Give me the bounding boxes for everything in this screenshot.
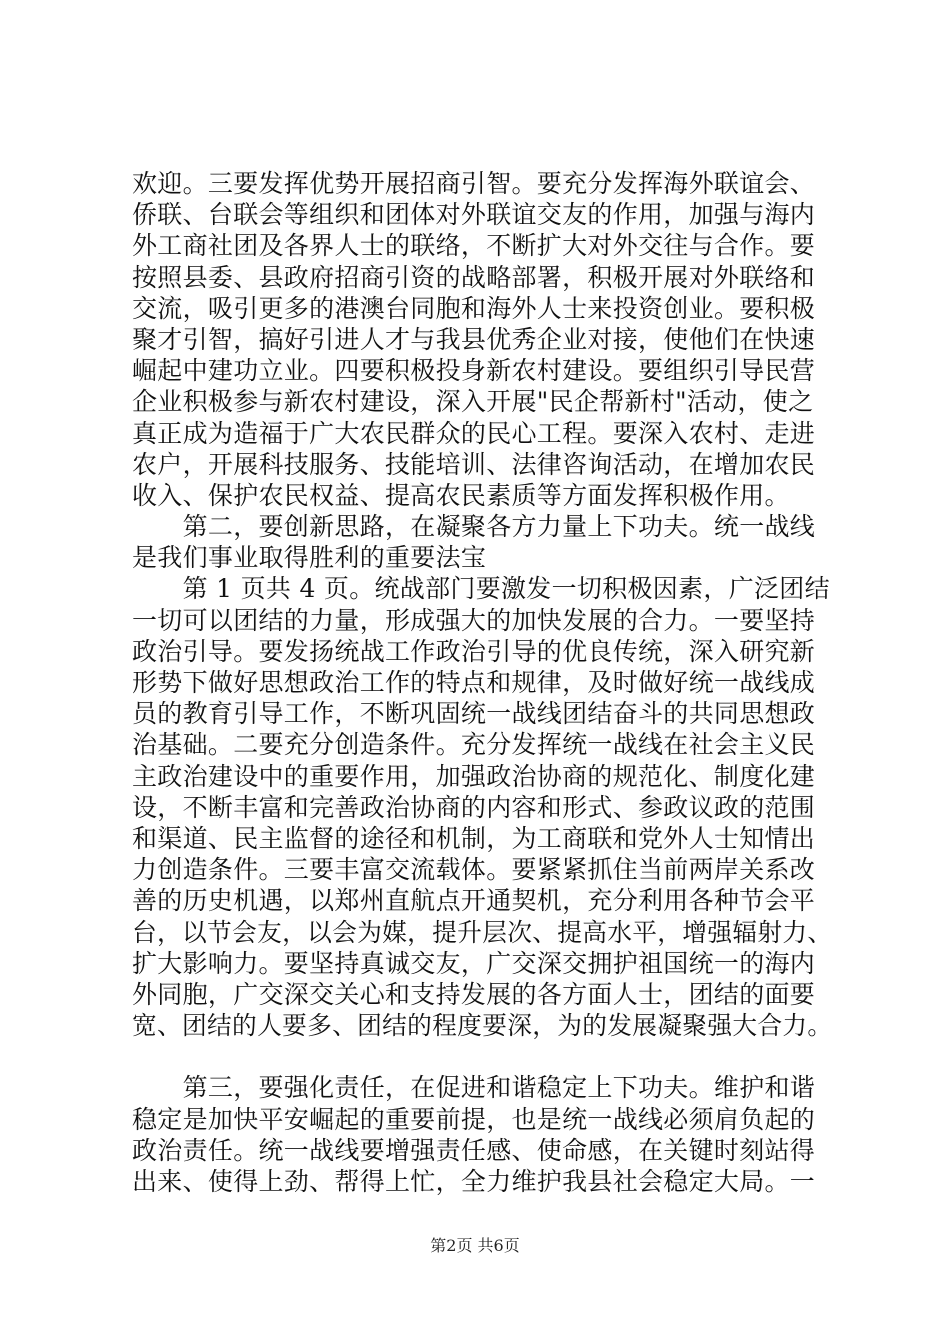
text-line: 真正成为造福于广大农民群众的民心工程。要深入农村、走进 (132, 418, 816, 448)
text-line: 扩大影响力。要坚持真诚交友，广交深交拥护祖国统一的海内 (132, 948, 816, 978)
text-line: 政治引导。要发扬统战工作政治引导的优良传统，深入研究新 (132, 636, 816, 666)
text-line: 和渠道、民主监督的途径和机制，为工商联和党外人士知情出 (132, 823, 816, 853)
text-line: 政治责任。统一战线要增强责任感、使命感，在关键时刻站得 (132, 1135, 816, 1165)
text-line: 善的历史机遇，以郑州直航点开通契机，充分利用各种节会平 (132, 886, 816, 916)
text-line: 是我们事业取得胜利的重要法宝 (132, 543, 487, 573)
text-line: 企业积极参与新农村建设，深入开展"民企帮新村"活动，使之 (132, 387, 814, 417)
text-line: 稳定是加快平安崛起的重要前提，也是统一战线必须肩负起的 (132, 1104, 816, 1134)
text-line: 主政治建设中的重要作用，加强政治协商的规范化、制度化建 (132, 761, 816, 791)
page-footer: 第2页 共6页 (430, 1236, 520, 1255)
text-line: 收入、保护农民权益、提高农民素质等方面发挥积极作用。 (132, 480, 790, 510)
text-line: 外工商社团及各界人士的联络，不断扩大对外交往与合作。要 (132, 231, 816, 261)
text-line: 崛起中建功立业。四要积极投身新农村建设。要组织引导民营 (132, 356, 816, 386)
blank-line (132, 1041, 832, 1072)
text-line: 出来、使得上劲、帮得上忙，全力维护我县社会稳定大局。一 (132, 1167, 816, 1196)
text-line: 侨联、台联会等组织和团体对外联谊交友的作用，加强与海内 (132, 200, 816, 230)
text-line: 力创造条件。三要丰富交流载体。要紧紧抓住当前两岸关系改 (132, 855, 816, 885)
text-line: 外同胞，广交深交关心和支持发展的各方面人士，团结的面要 (132, 979, 816, 1009)
text-line: 第 1 页共 4 页。统战部门要激发一切积极因素，广泛团结 (132, 574, 830, 604)
text-line: 聚才引智，搞好引进人才与我县优秀企业对接，使他们在快速 (132, 324, 816, 354)
text-line: 第三，要强化责任，在促进和谐稳定上下功夫。维护和谐 (132, 1073, 816, 1103)
text-line: 宽、团结的人要多、团结的程度要深，为的发展凝聚强大合力。 (132, 1011, 833, 1041)
text-line: 设，不断丰富和完善政治协商的内容和形式、参政议政的范围 (132, 792, 816, 822)
text-line: 交流，吸引更多的港澳台同胞和海外人士来投资创业。要积极 (132, 293, 816, 323)
text-line: 农户，开展科技服务、技能培训、法律咨询活动，在增加农民 (132, 449, 816, 479)
text-line: 员的教育引导工作，不断巩固统一战线团结奋斗的共同思想政 (132, 699, 816, 729)
text-line: 一切可以团结的力量，形成强大的加快发展的合力。一要坚持 (132, 605, 816, 635)
text-line: 第二，要创新思路，在凝聚各方力量上下功夫。统一战线 (132, 512, 816, 542)
text-line: 欢迎。三要发挥优势开展招商引智。要充分发挥海外联谊会、 (132, 169, 816, 198)
text-line: 台，以节会友，以会为媒，提升层次、提高水平，增强辐射力、 (132, 917, 833, 947)
text-line: 治基础。二要充分创造条件。充分发挥统一战线在社会主义民 (132, 730, 816, 760)
body-text (132, 168, 832, 1197)
text-line: 按照县委、县政府招商引资的战略部署，积极开展对外联络和 (132, 262, 816, 292)
text-line: 形势下做好思想政治工作的特点和规律，及时做好统一战线成 (132, 668, 816, 697)
